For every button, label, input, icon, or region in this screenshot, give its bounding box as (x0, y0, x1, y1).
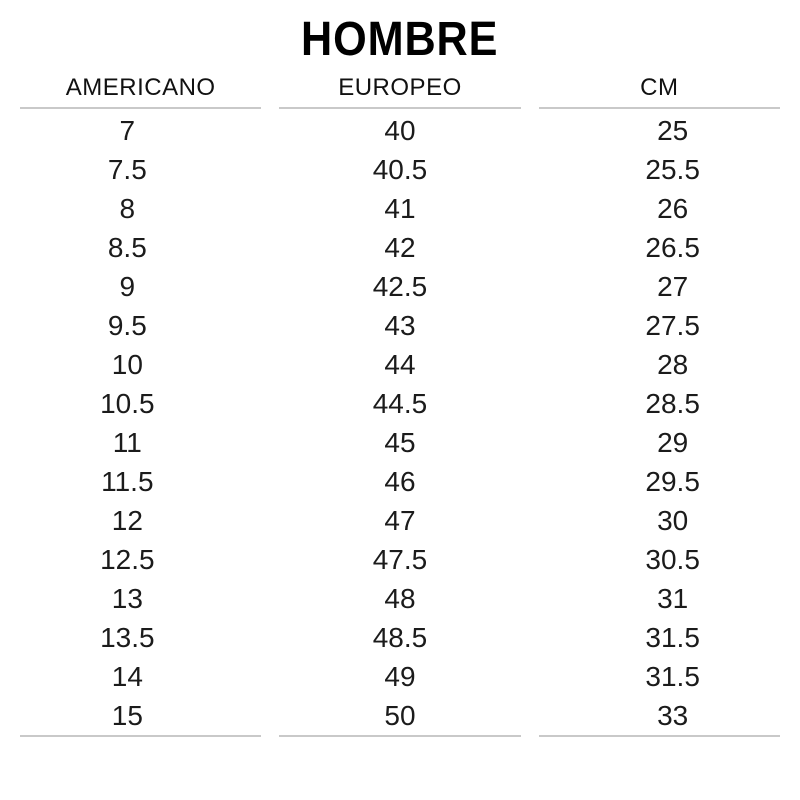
bottom-rule-segment-europeo (279, 735, 520, 737)
table-cell: 30.5 (645, 543, 700, 575)
table-cell: 41 (384, 192, 416, 224)
table-cell: 29 (657, 426, 689, 458)
table-row (0, 540, 800, 579)
table-row (0, 657, 800, 696)
table-row (0, 696, 800, 735)
table-cell: 43 (384, 309, 416, 341)
table-row (0, 345, 800, 384)
table-cell: 9.5 (107, 309, 147, 341)
table-row (0, 462, 800, 501)
table-cell: 33 (657, 699, 689, 731)
table-cell: 50 (384, 699, 416, 731)
table-cell: 42.5 (372, 270, 428, 302)
table-cell: 7.5 (107, 153, 147, 185)
table-cell: 40 (384, 114, 416, 146)
table-cell: 15 (111, 699, 143, 731)
table-cell: 31 (657, 582, 689, 614)
table-row (0, 306, 800, 345)
table-cell: 49 (384, 660, 416, 692)
table-cell: 29.5 (645, 465, 700, 497)
table-cell: 46 (384, 465, 416, 497)
column-header-europeo: EUROPEO (279, 76, 520, 109)
table-cell: 27 (657, 270, 689, 302)
table-cell: 27.5 (645, 309, 700, 341)
table-cell: 48.5 (372, 621, 428, 653)
table-row (0, 228, 800, 267)
bottom-rule-segment-americano (20, 735, 261, 737)
table-row (0, 579, 800, 618)
table-cell: 31.5 (645, 621, 700, 653)
table-row (0, 384, 800, 423)
table-row (0, 267, 800, 306)
table-row (0, 618, 800, 657)
table-cell: 44 (384, 348, 416, 380)
table-cell: 40.5 (372, 153, 428, 185)
table-cell: 48 (384, 582, 416, 614)
table-cell: 13.5 (100, 621, 155, 653)
table-header-row (0, 76, 800, 109)
table-cell: 13 (111, 582, 143, 614)
size-table-body (0, 111, 800, 735)
table-cell: 11 (112, 426, 142, 458)
table-cell: 28 (657, 348, 689, 380)
table-row (0, 150, 800, 189)
table-cell: 9 (119, 270, 136, 302)
page-title-wrap (0, 0, 800, 64)
table-cell: 25 (657, 114, 689, 146)
table-cell: 12.5 (100, 543, 155, 575)
table-cell: 10.5 (100, 387, 155, 419)
table-cell: 10 (111, 348, 143, 380)
table-cell: 30 (657, 504, 689, 536)
table-row (0, 111, 800, 150)
table-row (0, 189, 800, 228)
table-cell: 47.5 (372, 543, 428, 575)
table-cell: 28.5 (645, 387, 700, 419)
table-cell: 44.5 (372, 387, 428, 419)
table-cell: 8.5 (107, 231, 147, 263)
table-row (0, 423, 800, 462)
table-cell: 25.5 (645, 153, 700, 185)
table-cell: 45 (384, 426, 416, 458)
page-title: HOMBRE (301, 13, 499, 66)
table-cell: 31.5 (645, 660, 700, 692)
table-cell: 26 (657, 192, 689, 224)
table-row (0, 501, 800, 540)
table-cell: 26.5 (645, 231, 700, 263)
table-cell: 7 (119, 114, 136, 146)
column-header-americano: AMERICANO (20, 76, 261, 109)
table-bottom-rule (0, 735, 800, 737)
column-header-cm: CM (539, 76, 780, 109)
table-cell: 11.5 (101, 465, 154, 497)
bottom-rule-segment-cm (539, 735, 780, 737)
table-cell: 12 (111, 504, 143, 536)
table-cell: 47 (384, 504, 416, 536)
table-cell: 8 (119, 192, 136, 224)
table-cell: 14 (111, 660, 143, 692)
table-cell: 42 (384, 231, 416, 263)
